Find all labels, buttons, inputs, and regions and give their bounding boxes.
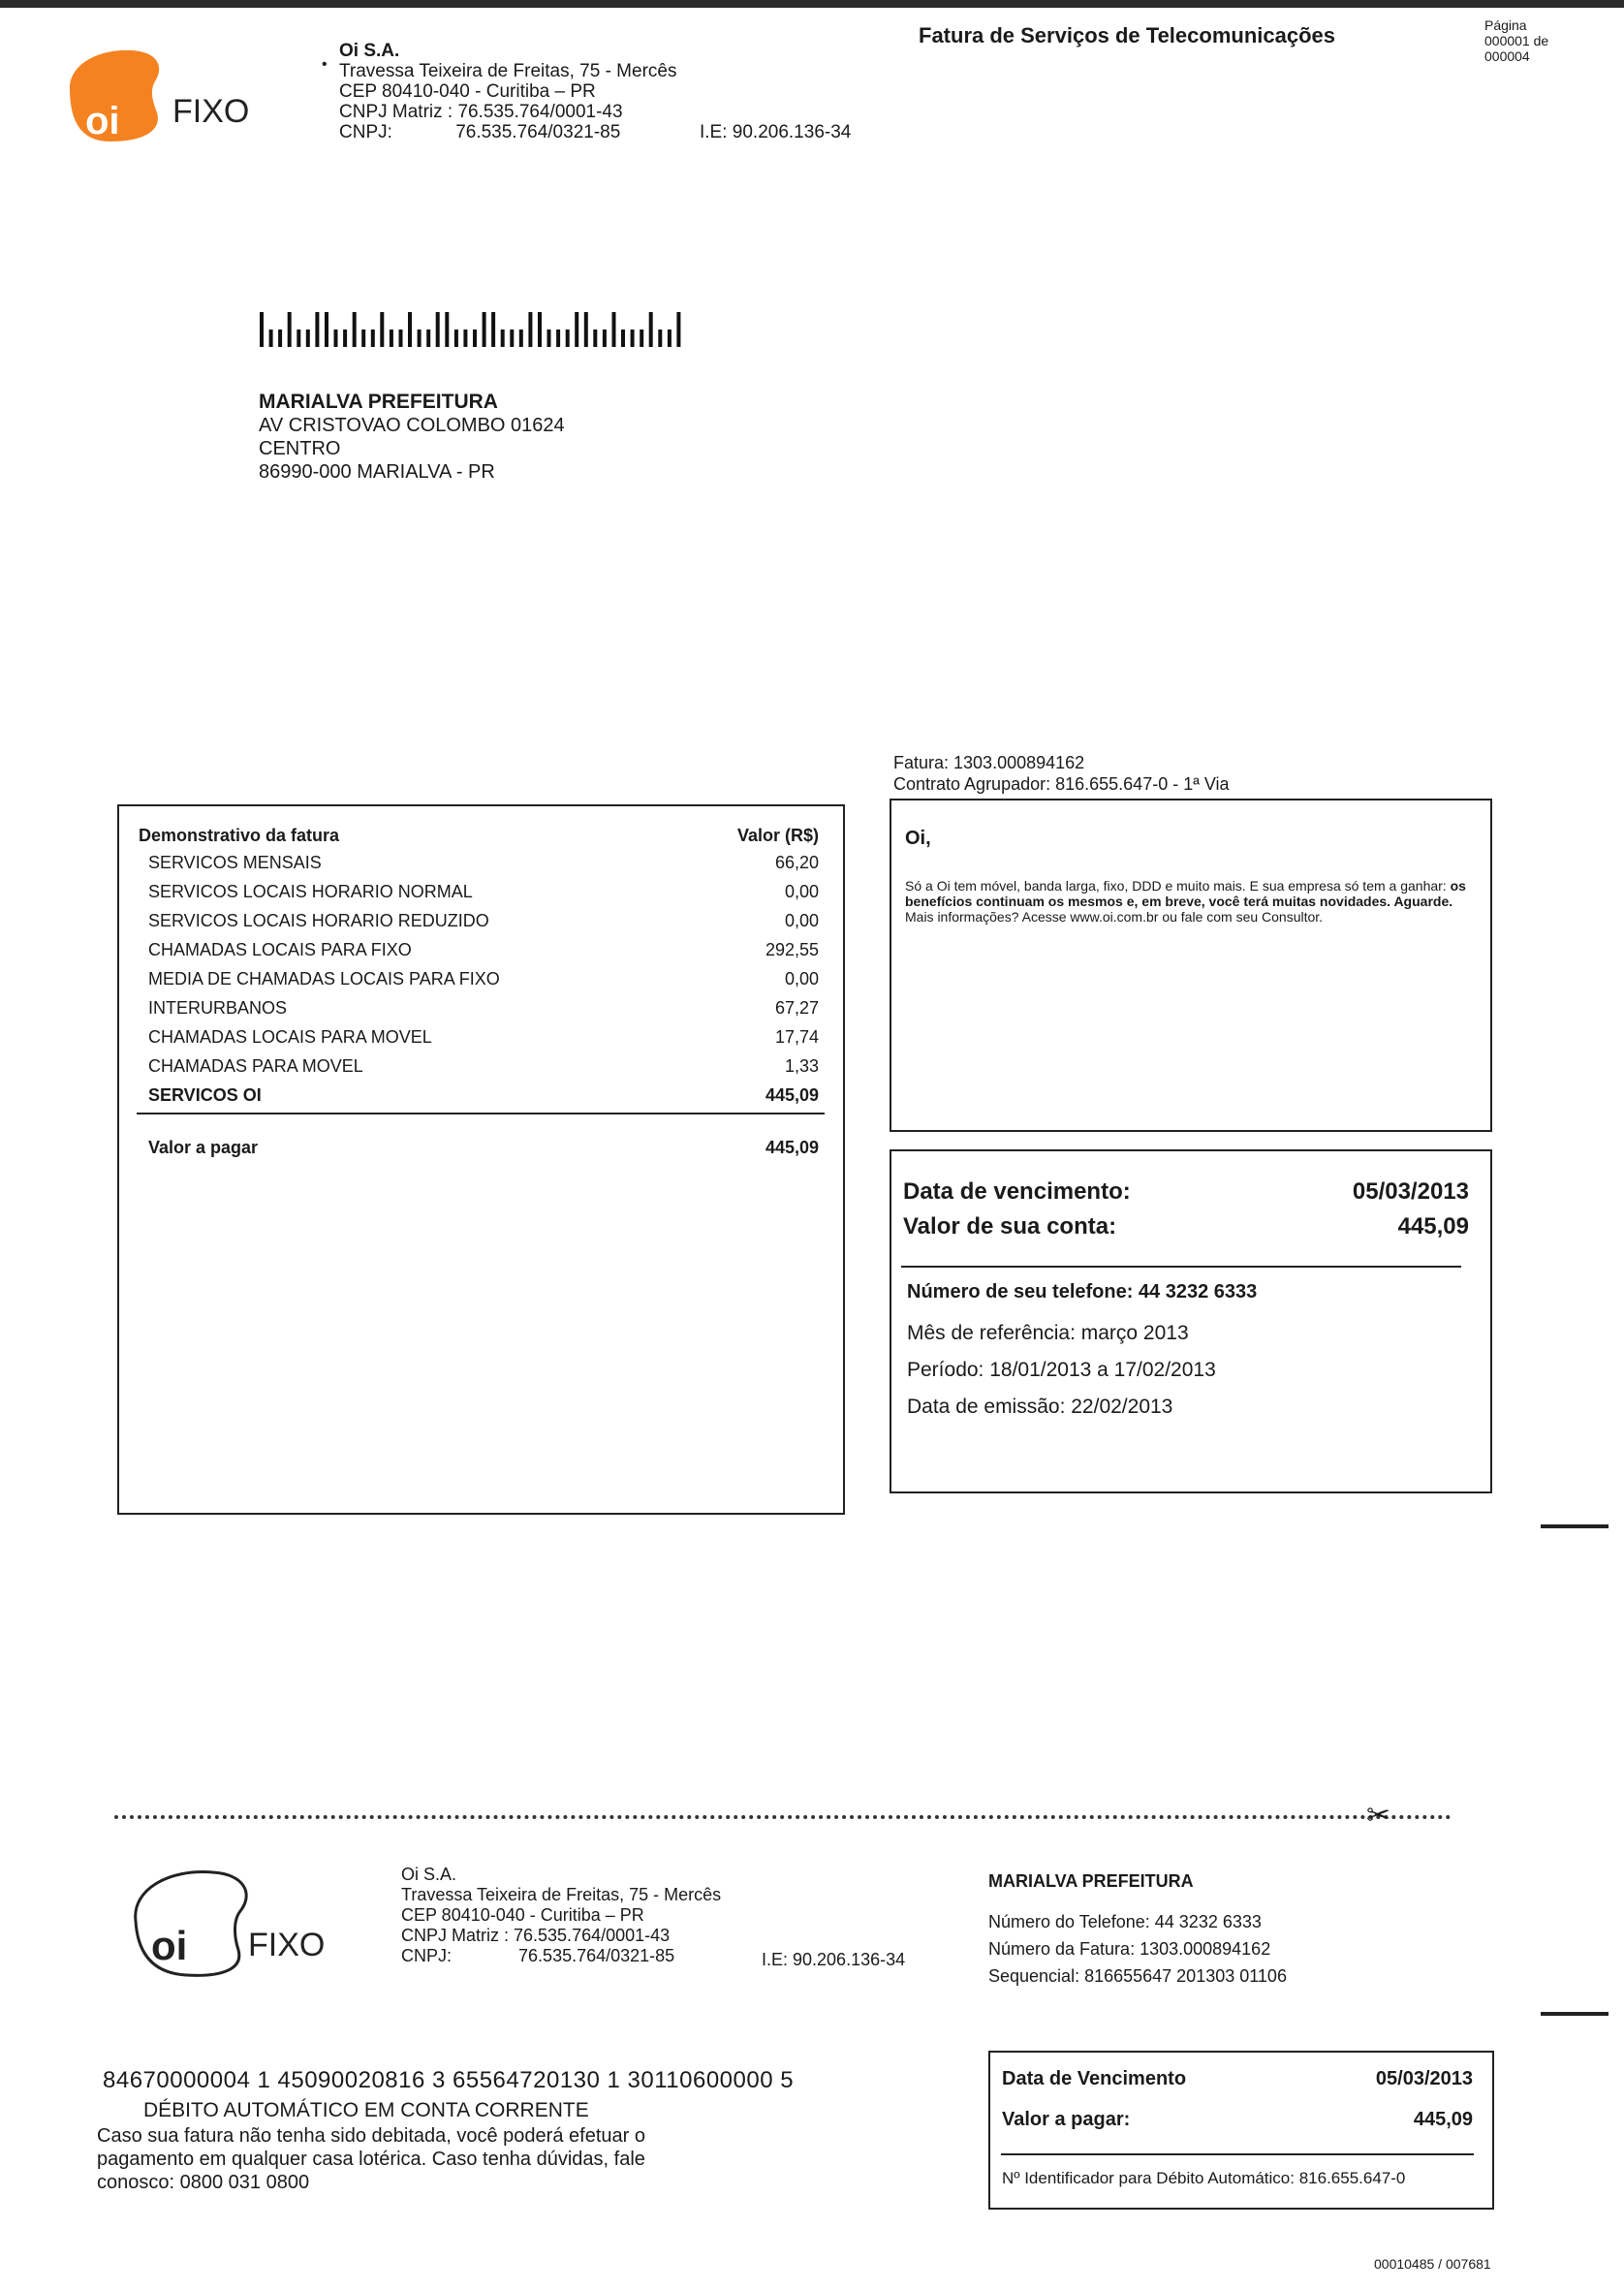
company-cnpj-matriz: CNPJ Matriz : 76.535.764/0001-43 [339,102,623,122]
company-info [339,41,676,142]
barcode-bar [519,330,523,347]
barcode-bar [593,330,597,347]
barcode-bar [612,312,616,347]
row-value: 292,55 [765,940,819,959]
page-label: Página [1484,17,1527,33]
barcode-bar [325,312,328,347]
oi-logo-outline-text: oi [151,1923,188,1968]
recipient-city: 86990-000 MARIALVA - PR [259,461,495,483]
barcode-bar [399,330,403,347]
row-value: 1,33 [784,1056,819,1076]
barcode-bar [288,312,292,347]
barcode-bar [668,330,671,347]
barcode-bar [640,330,643,347]
due-label: Data de vencimento: [903,1178,1131,1205]
oi-fixo-logo [60,45,273,151]
barcode-bar [603,330,607,347]
cnpj-label: CNPJ: [401,1946,453,1965]
issue-date: Data de emissão: 22/02/2013 [907,1396,1173,1418]
page-total: 000004 [1484,48,1530,64]
debit-identifier: Nº Identificador para Débito Automático: 816.655.647-0 [1002,2169,1406,2187]
company-cep: CEP 80410-040 - Curitiba – PR [401,1905,644,1925]
row-value: 17,74 [774,1027,819,1047]
debit-text: Caso sua fatura não tenha sido debitada, você poderá efetuar o pagamento em qualquer casa lotérica. Caso tenha dúvidas, fale conosco: 0800 031 0800 [97,2125,645,2193]
oi-fixo-logo-outline [124,1863,386,1979]
statement-box [117,804,845,1515]
barcode-bar [501,330,505,347]
reference-month: Mês de referência: março 2013 [907,1322,1189,1344]
company-address: Travessa Teixeira de Freitas, 75 - Mercês [401,1885,722,1904]
page-number: 000001 de [1484,33,1549,48]
postal-barcode [260,312,686,347]
row-label: INTERURBANOS [148,998,288,1018]
stub-customer-name: MARIALVA PREFEITURA [988,1871,1194,1891]
company-cnpj-matriz: CNPJ Matriz : 76.535.764/0001-43 [401,1926,671,1945]
barcode-bar [436,312,440,347]
barcode-bar [510,330,514,347]
row-label: SERVICOS MENSAIS [148,853,322,872]
barcode-bar [334,330,338,347]
company-address: Travessa Teixeira de Freitas, 75 - Mercês [339,61,677,81]
phone-number: Número de seu telefone: 44 3232 6333 [907,1281,1258,1302]
barcode-bar [278,330,282,347]
due-divider [901,1266,1461,1268]
fixo-logo-text: FIXO [172,93,250,130]
message-text [905,878,1477,925]
fixo-bottom-text: FIXO [248,1927,326,1963]
stub-phone: Número do Telefone: 44 3232 6333 [988,1912,1262,1931]
cnpj-value: 76.535.764/0321-85 [518,1946,675,1965]
barcode-bar [343,330,347,347]
barcode-bar [408,312,412,347]
row-value: 0,00 [784,882,819,901]
total-value: 445,09 [765,1138,819,1157]
company-cep: CEP 80410-040 - Curitiba – PR [339,81,596,102]
due-date: 05/03/2013 [1352,1178,1469,1205]
barcode-bar [371,330,375,347]
message-bold: os benefícios continuam os mesmos e, em breve, você terá muitas novidades. Aguarde. [905,878,1466,909]
company-name: Oi S.A. [401,1865,457,1884]
barcode-bar [631,330,635,347]
barcode-bar [445,312,449,347]
barcode-bar [269,330,273,347]
statement-header-value: Valor (R$) [736,826,819,845]
barcode-bar [260,312,264,347]
barcode-bar [556,330,560,347]
row-label: SERVICOS LOCAIS HORARIO REDUZIDO [148,911,489,930]
scissors-icon: ✂ [1366,1800,1391,1832]
barcode-bar [426,330,430,347]
subtotal-value: 445,09 [765,1085,819,1105]
message-greeting: Oi, [905,828,931,849]
barcode-bar [575,312,578,347]
row-value: 0,00 [784,911,819,930]
invoice-number: Fatura: 1303.000894162 [893,753,1085,772]
row-label: SERVICOS LOCAIS HORARIO NORMAL [148,882,473,901]
recipient-district: CENTRO [259,438,341,459]
scan-top-edge [0,0,1624,8]
company-ie: I.E: 90.206.136-34 [762,1950,906,1969]
cut-line [114,1815,1452,1819]
stub-customer-info [988,1870,1287,1987]
payment-divider [1001,2153,1474,2155]
barcode-bar [361,330,365,347]
barcode-bar [390,330,393,347]
stub-pay-label: Valor a pagar: [1002,2109,1131,2130]
total-label: Valor a pagar [148,1138,259,1157]
barcode-bar [676,312,680,347]
row-label: CHAMADAS LOCAIS PARA MOVEL [148,1027,432,1047]
barcode-bar [649,312,653,347]
digitable-line: 84670000004 1 45090020816 3 65564720130 1 30110600000 5 [103,2067,795,2093]
stub-pay-value: 445,09 [1413,2109,1473,2130]
row-value: 66,20 [774,853,819,872]
company-ie: I.E: 90.206.136-34 [700,122,852,142]
barcode-bar [658,330,662,347]
message-box [890,799,1492,1132]
barcode-bar [353,312,357,347]
amount-value: 445,09 [1397,1213,1469,1240]
row-value: 67,27 [774,998,819,1018]
stub-invoice: Número da Fatura: 1303.000894162 [988,1939,1271,1959]
barcode-bar [528,312,532,347]
cnpj-value: 76.535.764/0321-85 [455,122,621,142]
barcode-bar [454,330,458,347]
company-cnpj-row [401,1946,721,1966]
row-label: CHAMADAS LOCAIS PARA FIXO [148,940,412,959]
stub-due-label: Data de Vencimento [1002,2068,1187,2089]
barcode-bar [538,312,542,347]
debit-title: DÉBITO AUTOMÁTICO EM CONTA CORRENTE [143,2099,589,2121]
barcode-bar [315,312,319,347]
statement-header-label: Demonstrativo da fatura [139,826,340,845]
barcode-bar [473,330,477,347]
amount-label: Valor de sua conta: [903,1213,1117,1240]
barcode-bar [418,330,422,347]
company-name: Oi S.A. [339,41,400,61]
stub-due-date: 05/03/2013 [1375,2068,1473,2089]
margin-mark [1541,2012,1608,2016]
company-cnpj-row [339,122,676,142]
barcode-bar [297,330,300,347]
recipient-street: AV CRISTOVAO COLOMBO 01624 [259,415,565,436]
row-label: CHAMADAS PARA MOVEL [148,1056,363,1076]
barcode-bar [584,312,588,347]
stub-sequence: Sequencial: 816655647 201303 01106 [988,1966,1287,1986]
barcode-bar [463,330,467,347]
barcode-bar [306,330,310,347]
barcode-bar [566,330,570,347]
oi-logo-text: oi [85,100,120,142]
page-title: Fatura de Serviços de Telecomunicações [919,23,1335,47]
billing-period: Período: 18/01/2013 a 17/02/2013 [907,1359,1216,1381]
recipient-address [259,391,565,484]
barcode-bar [491,312,495,347]
message-line1: Só a Oi tem móvel, banda larga, fixo, DDD e muito mais. E sua empresa só tem a ganhar: [905,878,1447,894]
message-line2: Mais informações? Acesse www.oi.com.br ou fale com seu Consultor. [905,909,1324,925]
bullet-dot: • [322,56,328,73]
row-label: MEDIA DE CHAMADAS LOCAIS PARA FIXO [148,969,500,989]
barcode-bar [621,330,625,347]
statement-divider [137,1113,825,1114]
row-value: 0,00 [784,969,819,989]
company-info-bottom [401,1865,721,1966]
recipient-name: MARIALVA PREFEITURA [259,391,498,413]
cnpj-label: CNPJ: [339,122,392,142]
margin-mark [1541,1524,1608,1528]
page-indicator [1484,17,1548,64]
contract-number: Contrato Agrupador: 816.655.647-0 - 1ª Via [893,774,1230,794]
subtotal-label: SERVICOS OI [148,1085,262,1105]
invoice-info [893,752,1230,795]
barcode-bar [380,312,384,347]
footer-sequence: 00010485 / 007681 [1374,2256,1491,2272]
barcode-bar [547,330,551,347]
barcode-bar [483,312,486,347]
